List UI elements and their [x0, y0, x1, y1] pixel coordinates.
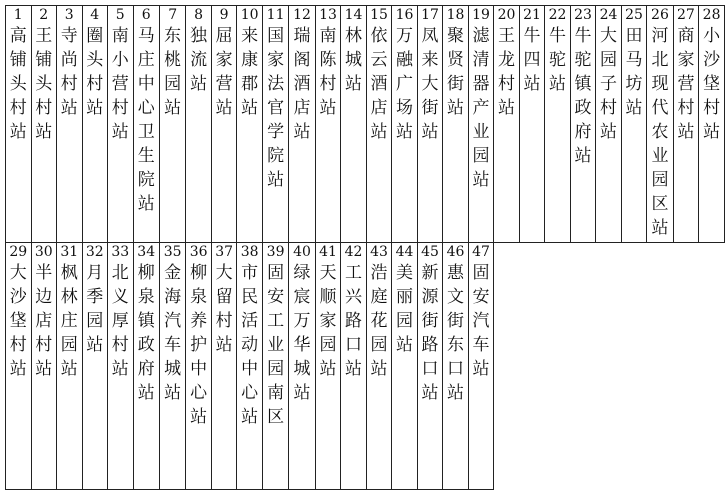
station-cell	[237, 243, 263, 490]
station-cell	[186, 243, 212, 490]
station-name: 固安工业园南区	[267, 263, 285, 427]
station-number: 39	[266, 244, 285, 260]
station-number: 29	[9, 244, 28, 260]
station-cell	[31, 243, 57, 490]
station-cell	[289, 243, 315, 490]
station-name: 浩庭花园站	[370, 263, 388, 379]
station-number: 13	[319, 7, 337, 23]
station-number: 12	[293, 7, 311, 23]
station-cell	[468, 6, 494, 243]
station-number: 23	[574, 7, 592, 23]
empty-cell	[647, 243, 673, 490]
station-number: 43	[370, 244, 388, 260]
station-name: 牛驼镇政府站	[574, 26, 592, 166]
station-name: 天顺家园站	[319, 263, 337, 379]
station-number: 42	[344, 244, 363, 260]
station-number: 18	[446, 7, 465, 23]
station-number: 10	[240, 7, 259, 23]
station-number: 9	[219, 7, 229, 23]
station-cell	[6, 243, 32, 490]
station-number: 25	[625, 7, 643, 23]
station-name: 林城站	[345, 26, 362, 94]
station-name: 大沙垡村站	[9, 263, 27, 379]
station-name: 大留村站	[215, 263, 233, 355]
station-cell	[621, 6, 647, 243]
station-number: 37	[215, 244, 234, 260]
station-number: 47	[472, 244, 490, 260]
station-name: 南陈村站	[319, 26, 337, 118]
station-cell	[341, 243, 367, 490]
station-cell	[108, 243, 134, 490]
station-cell	[699, 6, 725, 243]
station-number: 36	[189, 244, 208, 260]
station-number: 14	[344, 7, 363, 23]
station-cell	[31, 6, 57, 243]
station-number: 21	[523, 7, 541, 23]
station-number: 24	[599, 7, 618, 23]
station-table	[5, 5, 725, 490]
station-cell	[417, 243, 443, 490]
station-name: 柳泉镇政府站	[137, 263, 155, 403]
station-number: 28	[702, 7, 721, 23]
station-name: 牛驼站	[549, 26, 566, 94]
empty-cell	[570, 243, 596, 490]
station-cell	[596, 6, 622, 243]
station-number: 45	[421, 244, 439, 260]
empty-cell	[494, 243, 520, 490]
station-cell	[545, 6, 571, 243]
station-number: 19	[472, 7, 490, 23]
station-number: 41	[319, 244, 337, 260]
station-name: 惠文街东口站	[447, 263, 464, 403]
station-number: 2	[39, 7, 49, 23]
table-row	[6, 243, 725, 490]
station-number: 11	[266, 7, 285, 23]
empty-cell	[596, 243, 622, 490]
station-number: 1	[13, 7, 23, 23]
station-cell	[159, 6, 185, 243]
station-name: 来康郡站	[241, 26, 259, 118]
station-cell	[57, 6, 83, 243]
station-name: 金海汽车城站	[164, 263, 182, 403]
table-row	[6, 6, 725, 243]
station-name: 月季园站	[86, 263, 104, 355]
station-cell	[417, 6, 443, 243]
station-cell	[82, 6, 108, 243]
station-number: 16	[395, 7, 414, 23]
station-cell	[366, 243, 392, 490]
station-number: 22	[548, 7, 567, 23]
station-number: 17	[421, 7, 439, 23]
station-cell	[673, 6, 699, 243]
station-cell	[570, 6, 596, 243]
station-name: 依云酒店站	[370, 26, 388, 142]
station-cell	[315, 6, 341, 243]
station-name: 小沙垡村站	[703, 26, 721, 142]
station-name: 商家营村站	[677, 26, 695, 142]
station-number: 34	[137, 244, 156, 260]
station-cell	[443, 243, 469, 490]
station-name: 枫林庄园站	[60, 263, 78, 379]
station-name: 独流站	[190, 26, 208, 94]
station-number: 33	[111, 244, 130, 260]
station-cell	[392, 6, 418, 243]
station-cell	[647, 6, 673, 243]
station-name: 半边店村站	[35, 263, 53, 379]
station-cell	[6, 6, 32, 243]
station-cell	[392, 243, 418, 490]
station-cell	[468, 243, 494, 490]
station-name: 大园子村站	[600, 26, 617, 142]
empty-cell	[673, 243, 699, 490]
station-name: 市民活动中心站	[241, 263, 259, 427]
station-cell	[211, 243, 237, 490]
station-number: 30	[34, 244, 53, 260]
station-number: 44	[395, 244, 414, 260]
empty-cell	[519, 243, 545, 490]
station-cell	[133, 6, 159, 243]
station-name: 寺尚村站	[60, 26, 78, 118]
station-cell	[211, 6, 237, 243]
station-name: 王龙村站	[498, 26, 515, 118]
station-number: 31	[60, 244, 79, 260]
station-number: 4	[90, 7, 100, 23]
station-cell	[494, 6, 520, 243]
station-number: 32	[85, 244, 104, 260]
station-number: 5	[115, 7, 125, 23]
station-number: 20	[497, 7, 516, 23]
station-number: 6	[141, 7, 151, 23]
station-name: 柳泉养护中心站	[190, 263, 208, 427]
station-name: 北义厚村站	[111, 263, 129, 379]
station-cell	[315, 243, 341, 490]
station-name: 王铺头村站	[35, 26, 53, 142]
station-name: 万融广场站	[396, 26, 413, 142]
station-cell	[108, 6, 134, 243]
station-number: 8	[194, 7, 204, 23]
station-name: 工兴路口站	[345, 263, 362, 379]
station-cell	[57, 243, 83, 490]
station-number: 15	[370, 7, 388, 23]
station-cell	[133, 243, 159, 490]
station-number: 7	[168, 7, 178, 23]
station-name: 高铺头村站	[9, 26, 27, 142]
station-cell	[443, 6, 469, 243]
station-cell	[159, 243, 185, 490]
station-name: 绿宸万华城站	[293, 263, 311, 403]
station-cell	[366, 6, 392, 243]
empty-cell	[545, 243, 571, 490]
station-number: 26	[651, 7, 669, 23]
station-cell	[262, 6, 288, 243]
empty-cell	[621, 243, 647, 490]
station-name: 凤来大街站	[421, 26, 439, 142]
station-name: 屈家营站	[215, 26, 233, 118]
station-number: 38	[240, 244, 259, 260]
station-cell	[82, 243, 108, 490]
station-name: 南小营村站	[111, 26, 129, 142]
station-name: 固安汽车站	[472, 263, 490, 379]
station-cell	[237, 6, 263, 243]
station-name: 圈头村站	[86, 26, 104, 118]
station-number: 3	[64, 7, 74, 23]
station-number: 46	[446, 244, 465, 260]
station-name: 马庄中心卫生院站	[137, 26, 155, 214]
station-name: 牛四站	[523, 26, 541, 94]
station-name: 瑞阁酒店站	[293, 26, 311, 142]
empty-cell	[699, 243, 725, 490]
station-cell	[186, 6, 212, 243]
station-number: 35	[163, 244, 182, 260]
station-name: 聚贤街站	[447, 26, 464, 118]
station-number: 27	[677, 7, 695, 23]
station-name: 东桃园站	[164, 26, 182, 118]
station-name: 美丽园站	[396, 263, 413, 355]
station-name: 新源街路口站	[421, 263, 439, 403]
station-name: 田马坊站	[625, 26, 643, 118]
station-name: 河北现代农业园区站	[651, 26, 669, 238]
station-cell	[519, 6, 545, 243]
station-name: 滤清器产业园站	[472, 26, 490, 190]
station-cell	[341, 6, 367, 243]
station-cell	[262, 243, 288, 490]
station-number: 40	[293, 244, 311, 260]
station-cell	[289, 6, 315, 243]
station-name: 国家法官学院站	[267, 26, 285, 190]
